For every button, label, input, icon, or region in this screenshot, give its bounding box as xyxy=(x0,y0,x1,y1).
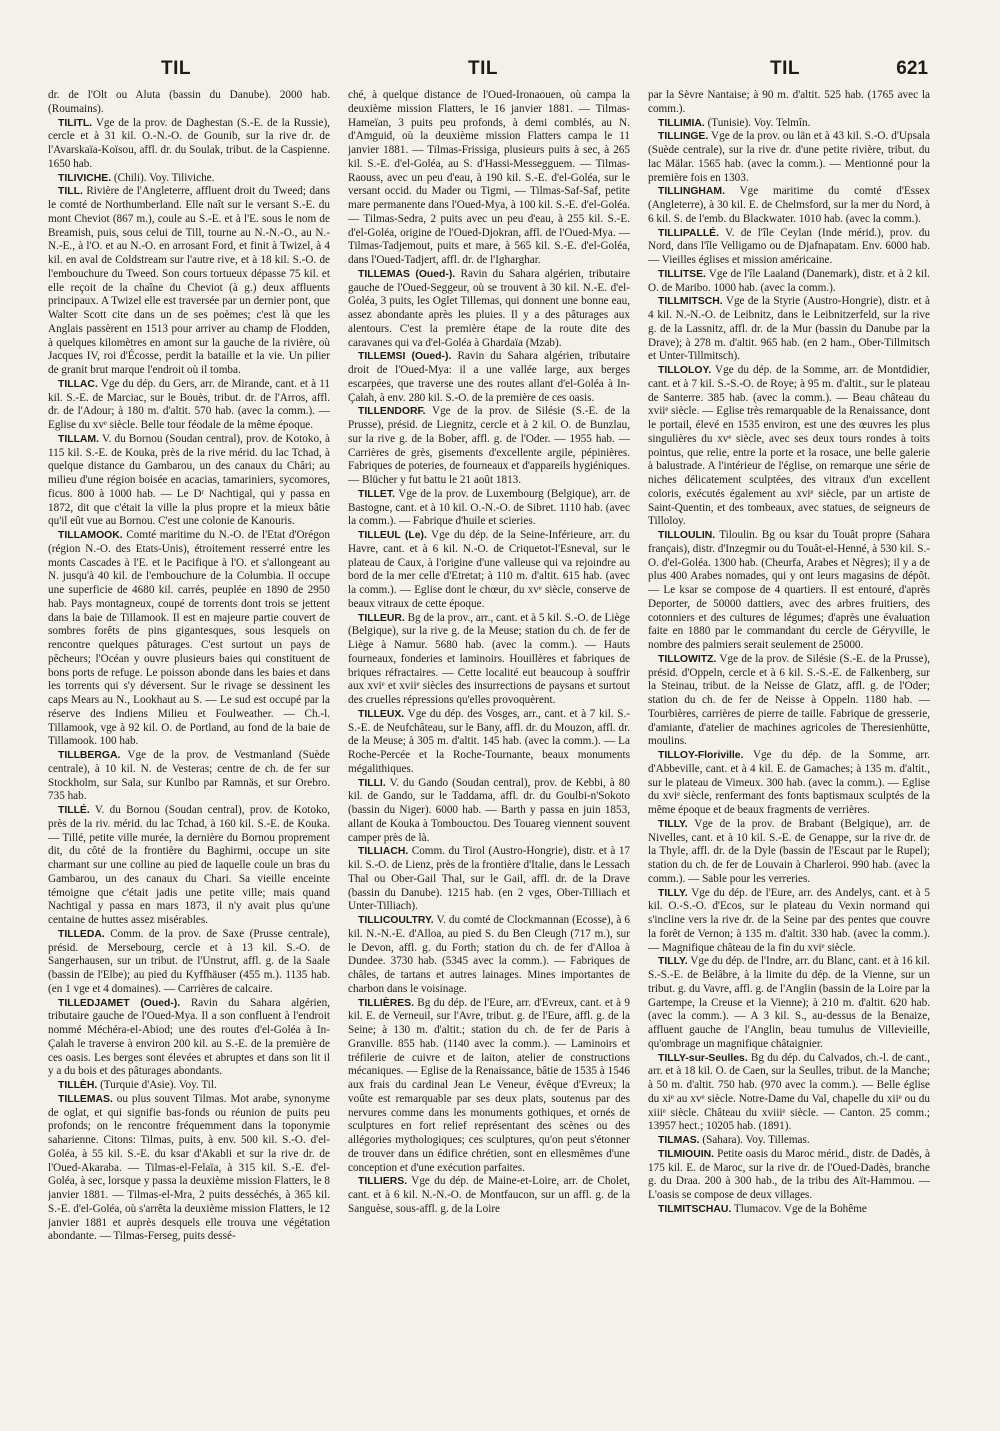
entry-text: Vge de la prov. de Luxembourg (Belgique), arr. de Bastogne, cant. et à 10 kil. O.-N.-O. de Sibret. 1110 hab. (avec la comm.). — Fabrique d'huile et scieries. xyxy=(348,487,630,528)
entry-headword: TILLY . xyxy=(658,819,688,830)
entry-headword: TILLÉ . xyxy=(58,805,90,816)
entry-text: Rivière de l'Angleterre, affluent droit du Tweed; dans le comté de Northumberland. Elle naît sur le versant S.-E. du mont Cheviot (867 m.), coule au S.-E. et à l'E. sous le nom de Breamish, puis, sous celui de Till, tourne au N.-N.-O., au N.-N.-E., à l'O. et au N.-O. en arrosant Ford, et finit à Twizel, à 4 kil. en aval de Coldstream sur l'autre rive, et à 18 kil. S.-O. de l'embouchure du Tweed. Son cours tortueux dépasse 75 kil. et elle reçoit de la chaîne du Cheviot (à g.) deux affluents principaux. A Twizel elle est traversée par un dernier pont, que Walter Scott cite dans un de ses poèmes; c'est là que les Anglais passèrent en 1513 pour arriver au champ de Flodden, à quelques kilomètres en amont sur la gauche de la rivière, où Jacques IV, roi d'Écosse, perdit la bataille et la vie. Un pilier de granit brut marque l'endroit où il tomba. xyxy=(48,185,330,376)
entry-text: V. du Bornou (Soudan central), prov. de Kotoko, près de la riv. mérid. du lac Tchad, à 160 kil. S.-E. de Kouka. — Tillé, petite ville murée, la dernière du Bornou proprement dit, du côté de la frontière du Baghirmi, occupe un site charmant sur une colline au pied de laquelle coule un bras du Gambarou, un des canaux du Chari. Sa vieille enceinte témoigne que c'était jadis une petite ville; mais quand Nachtigal y passa en mars 1873, il n'y avait plus qu'une centaine de huttes assez misérables. xyxy=(48,804,330,926)
entry-text: Vge du dép. de la Somme, arr. d'Abbeville, cant. et à 4 kil. E. de Gamaches; à 135 m. d'altit., sur le plateau de Vimeux. 300 hab. (avec la comm.). — Eglise du xviᵉ siècle, renfermant des fonts baptismaux sculptés de la même époque et de beaux fragments de verrières. xyxy=(648,749,930,816)
dictionary-entry xyxy=(648,529,930,653)
entry-headword: TILLAM . xyxy=(58,434,99,445)
entry-text: ou plus souvent Tilmas. Mot arabe, synonyme de oglat, et qui signifie bas-fonds ou réunion de puits peu profonds; on le rencontre fréquemment dans la toponymie saharienne. Citons: Tilmas, puits, à env. 500 kil. S.-O. d'el-Goléa, à 55 kil. S.-E. du ksar d'Akabli et sur la rive dr. de l'Oued-Akaraba. — Tilmas-el-Felaïa, à 315 kil. S.-E. d'el-Goléa, à sec, lorsque y passa la deuxième mission Flatters, le 8 janvier 1881. — Tilmas-el-Mra, 2 puits desséchés, à 365 kil. S.-E. d'el-Goléa, où s'arrêta la deuxième mission Flatters, le 12 janvier 1881 et auprès desquels elle trouva une végétation abondante. — Tilmas-Ferseg, puits dessé- xyxy=(48,1092,330,1243)
entry-text: Vge du dép. de l'Indre, arr. du Blanc, cant. et à 16 kil. S.-S.-E. de Belâbre, à la limite du dép. de la Vienne, sur un tribut. g. du Vavre, affl. g. de l'Anglin (bassin de la Loire par la Gartempe, la Creuse et la Vienne); à 210 m. d'altit. 620 hab. (avec la comm.). — A 3 kil. S., au-dessus de la Benaize, affluent gauche de l'Anglin, beau tumulus de Villevieille, qu'ombrage un magnifique châtaignier. xyxy=(648,955,930,1050)
dictionary-entry xyxy=(348,914,630,997)
entry-text: Vge de la Styrie (Austro-Hongrie), distr. et à 4 kil. N.-N.-O. de Leibnitz, dans le Leibnitzerfeld, sur la rive g. de la Lassnitz, affl. dr. de la Mur (bassin du Danube par la Drave); à 278 m. d'altit. 965 hab. (en 2 ham., Ober-Tillmitsch et Unter-Tillmitsch). xyxy=(648,295,930,363)
entry-headword: TILLIACH . xyxy=(358,846,408,857)
entry-text: Vge du dép. du Gers, arr. de Mirande, cant. et à 11 kil. S.-E. de Marciac, sur le Bouès, tribut. dr. de l'Arros, affl. dr. de l'Adour; à 180 m. d'altit. 570 hab. (avec la comm.). — Eglise du xvᵉ siècle. Belle tour féodale de la même époque. xyxy=(48,377,330,431)
dictionary-entry xyxy=(648,1134,930,1148)
column-1 xyxy=(48,89,330,1409)
entry-headword: TILLY-sur-Seulles . xyxy=(658,1053,748,1064)
dictionary-entry xyxy=(348,529,630,612)
entry-headword: TILLINGE . xyxy=(658,131,708,142)
entry-text: V. du comté de Clockmannan (Ecosse), à 6 kil. N.-N.-E. d'Alloa, au pied S. du Ben Cleugh (717 m.), sur le Devon, affl. g. du Forth; station du ch. de fer d'Alloa à Dundee. 3730 hab. (5345 avec la comm.). — Fabriques de châles, de tartans et autres lainages. Mines importantes de charbon dans le voisinage. xyxy=(348,914,630,995)
entry-headword: TILLIERS . xyxy=(358,1176,407,1187)
entry-text: Vge maritime du comté d'Essex (Angleterre), à 30 kil. E. de Chelmsford, sur la mer du Nord, à 6 kil. S. de l'emb. du Blackwater. 1010 hab. (avec la comm.). xyxy=(648,185,930,225)
entry-headword: TILLY . xyxy=(658,888,688,899)
entry-headword: TILLITSE . xyxy=(658,269,706,280)
entry-text: Comté maritime du N.-O. de l'Etat d'Orégon (région N.-O. des Etats-Unis), étroitement resserré entre les monts Cascades à l'E. et le Pacifique à l'O. et s'allongeant au N. jusqu'à 40 kil. de l'embouchure de la Columbia. Il occupe une superficie de 4680 kil. carrés, peuplée en 1890 de 2950 hab. Pays montagneux, coupé de torrents dont trois se jettent dans la baie de Tillamook. Il est en majeure partie couvert de sombres forêts de pins gigantesques, sous lesquels on rencontre quelques pâturages. C'est surtout un pays de pêcheurs; l'Océan y ouvre plusieurs baies qui constituent de bons ports de refuge. Le poisson abonde dans les baies et dans les torrents qui s'y déversent. Sur le rivage se dessinent les caps Mears au N., Lookhaut au S. — Le sud est occupé par la réserve des Indiens Milieu et Foulweather. — Ch.-l. Tillamook, vge à 92 kil. O. de Portland, au fond de la baie de Tillamook. 100 hab. xyxy=(48,529,330,748)
entry-text: Petite oasis du Maroc mérid., distr. de Dadès, à 175 kil. E. de Maroc, sur la rive dr. de l'Oued-Dadès, branche g. du Draa. 200 à 300 hab., de la tribu des Aït-Hammou. — L'oasis se compose de deux villages. xyxy=(648,1147,930,1201)
dictionary-entry xyxy=(348,405,630,488)
entry-headword: TILLI . xyxy=(358,778,386,789)
column-3 xyxy=(648,89,930,1409)
entry-headword: TILMITSCHAU . xyxy=(658,1204,731,1215)
entry-headword: TILLIPALLÉ . xyxy=(658,228,719,239)
page-number: 621 xyxy=(896,58,928,79)
entry-headword: TILLEMSI (Oued-) . xyxy=(358,351,451,362)
entry-text: Ravin du Sahara algérien, tributaire gauche de l'Oued-Seggeur, où se trouvent à 30 kil. N.-E. d'el-Goléa, 3 puits, les Oglet Tillemas, qui donnent une bonne eau, assez abondante après les pluies. Il y a des pâturages aux alentours. C'est la première étape de la route dite des caravanes qui va d'el-Goléa à Ghardaïa (Mzab). xyxy=(348,267,630,349)
entry-headword: TILLEUX . xyxy=(358,709,404,720)
entry-headword: TILLEMAS . xyxy=(58,1094,113,1105)
entry-text: Bg du dép. du Calvados, ch.-l. de cant., arr. et à 18 kil. O. de Caen, sur la Seulles, tribut. de la Manche; à 50 m. d'altit. 750 hab. (970 avec la comm.). — Belle église du xiᵉ au xvᵉ siècle. Notre-Dame du Val, chapelle du xiiᵉ ou du xiiiᵉ siècle. Château du xviiiᵉ siècle. — Canton. 25 comm.; 13957 hect.; 10205 hab. (1891). xyxy=(648,1051,930,1133)
entry-headword: TILLEUL (Le) . xyxy=(358,530,427,541)
dictionary-entry xyxy=(648,1203,930,1217)
entry-headword: TILIVICHE . xyxy=(58,173,111,184)
dictionary-entry xyxy=(648,185,930,226)
entry-headword: TILLOY-Floriville . xyxy=(658,750,743,761)
entry-headword: TILL . xyxy=(58,186,83,197)
entry-text: Comm. de la prov. de Saxe (Prusse centrale), présid. de Mersebourg, cercle et à 13 kil. S.-O. de Sangerhausen, sur un tribut. de l'Unstrut, affl. g. de la Saale (bassin de l'Elbe); au pied du Kyffhäuser (455 m.). 1135 hab. (en 1 vge et 4 domaines). — Carrières de calcaire. xyxy=(48,927,330,995)
dictionary-entry xyxy=(48,185,330,378)
header-left: TIL xyxy=(161,58,191,79)
dictionary-entry xyxy=(348,612,630,708)
entry-headword: TILLICOULTRY . xyxy=(358,915,434,926)
dictionary-entry xyxy=(48,172,330,186)
dictionary-entry xyxy=(348,708,630,777)
dictionary-entry xyxy=(648,955,930,1051)
entry-text: Comm. du Tirol (Austro-Hongrie), distr. et à 17 kil. S.-O. de Lienz, près de la frontière d'Italie, dans le Lessach Thal ou Ober-Gail Thal, sur le Gail, affl. dr. de la Drave (bassin du Danube). 1215 hab. (en 2 vges, Ober-Tilliach et Unter-Tilliach). xyxy=(348,845,630,913)
dictionary-entry xyxy=(648,364,930,529)
entry-text: Vge du dép. de Maine-et-Loire, arr. de Cholet, cant. et à 6 kil. N.-N.-O. de Montfaucon, sur un affl. g. de la Sanguèse, sous-affl. g. de la Loire xyxy=(348,1175,630,1215)
entry-text: Bg du dép. de l'Eure, arr. d'Evreux, cant. et à 9 kil. E. de Verneuil, sur l'Avre, tribut. g. de l'Eure, affl. g. de la Seine; à 130 m. d'altit.; station du ch. de fer de Paris à Granville. 855 hab. (1140 avec la comm.). — Laminoirs et tréfilerie de cuivre et de laiton, atelier de constructions mécaniques. — Eglise de la Renaissance, bâtie de 1535 à 1546 aux frais du cardinal Jean Le Veneur, évêque d'Evreux; la voûte est remarquable par ses deux plats, soutenus par des nervures comme dans les monuments gothiques, et ornés de sculptures en fort relief représentant des scènes ou des allégories mythologiques; ces sculptures, qu'on peut s'étonner de trouver dans un édifice chrétien, sont en ellesmêmes d'une conception et d'une exécution parfaites. xyxy=(348,996,630,1174)
entry-headword: TILLENDORF . xyxy=(358,406,426,417)
text-columns xyxy=(48,89,930,1409)
entry-headword: TILLEDA . xyxy=(58,929,105,940)
entry-headword: TILLINGHAM . xyxy=(658,186,725,197)
column-2 xyxy=(348,89,630,1409)
entry-headword: TILLAMOOK . xyxy=(58,530,123,541)
entry-text: Vge de la prov. de Vestmanland (Suède centrale), à 10 kil. N. de Vesteras; centre de ch. de fer sur Stockholm, sur Sala, sur Kunlbo par Ramnäs, et sur Orebro. 735 hab. xyxy=(48,749,330,803)
dictionary-entry xyxy=(348,777,630,846)
dictionary-entry xyxy=(648,117,930,131)
dictionary-entry xyxy=(648,818,930,887)
entry-text: Vge de la prov. de Daghestan (S.-E. de la Russie), cercle et à 31 kil. O.-N.-O. de Gounib, sur la rive dr. de l'Avarskaïa-Koïsou, affl. dr. du Soulak, tribut. de la Caspienne. 1650 hab. xyxy=(48,116,330,170)
entry-text: Vge de la prov. ou län et à 43 kil. S.-O. d'Upsala (Suède centrale), sur la rive dr. d'une petite rivière, tribut. du lac Mälar. 1565 hab. (avec la comm.). — Mentionné pour la première fois en 1303. xyxy=(648,130,930,184)
entry-text: Vge du dép. de la Somme, arr. de Montdidier, cant. et à 7 kil. S.-S.-O. de Roye; à 95 m. d'altit., sur le plateau de Santerre. 385 hab. (avec la comm.). — Beau château du xviiᵉ siècle. — Eglise très remarquable de la Renaissance, dont le portail, élevé en 1535 environ, est une des œuvres les plus singulières du xvᵉ siècle, avec ses deux tours rondes à toits pointus, que relie, entre la porte et la rosace, une belle galerie à balustrade. A l'intérieur de l'église, on remarque une série de niches délicatement sculptées, des vitraux d'un excellent coloris, exécutés également au xviᵉ siècle, par un artiste de Saint-Quentin, et des tombeaux, avec statues, de seigneurs de Tilloloy. xyxy=(648,364,930,528)
dictionary-entry xyxy=(48,997,330,1080)
dictionary-entry xyxy=(648,268,930,296)
dictionary-entry xyxy=(48,749,330,804)
entry-headword: TILLY . xyxy=(658,956,688,967)
entry-headword: TILLOWITZ . xyxy=(658,654,716,665)
entry-headword: TILLOLOY . xyxy=(658,365,711,376)
header-right: TIL xyxy=(770,58,800,79)
entry-text: Vge de la prov. de Silésie (S.-E. de la Prusse), présid. de Liegnitz, cercle et à 2 kil. O. de Bunzlau, sur la rive g. de la Bober, affl. g. de l'Oder. — 1955 hab. — Carrières de grès, gisements d'excellente argile, pépinières. Fabriques de poteries, de fourneaux et d'appareils hygiéniques. — Blücher y fut battu le 21 août 1813. xyxy=(348,405,630,486)
entry-text: Vge de la prov. de Brabant (Belgique), arr. de Nivelles, cant. et à 10 kil. S.-E. de Genappe, sur la rive dr. de la Thyle, affl. dr. de la Dyle (bassin de l'Escaut par le Rupel); station du ch. de fer de Louvain à Charleroi. 990 hab. (avec la comm.). — Sable pour les verreries. xyxy=(648,817,930,885)
entry-text: (Turquie d'Asie). Voy. Til. xyxy=(100,1079,217,1091)
entry-headword: TILLMITSCH . xyxy=(658,296,723,307)
dictionary-entry xyxy=(648,295,930,364)
dictionary-entry xyxy=(348,1175,630,1216)
entry-headword: TILLEDJAMET (Oued-) . xyxy=(58,998,180,1009)
entry-headword: TILMIOUIN . xyxy=(658,1149,714,1160)
dictionary-entry xyxy=(48,117,330,172)
entry-headword: TILLIMIA . xyxy=(658,118,705,129)
dictionary-entry xyxy=(48,378,330,433)
entry-text: V. du Gando (Soudan central), prov. de Kebbi, à 80 kil. de Gando, sur le Taddama, affl. dr. du Goulbi-n'Sokoto (bassin du Niger). 6000 hab. — Barth y passa en juin 1853, allant de Kouka à Tombouctou. Des Touareg viennent souvent camper près de là. xyxy=(348,776,630,844)
dictionary-entry xyxy=(348,997,630,1176)
entry-headword: TILMAS . xyxy=(658,1135,700,1146)
entry-text: Vge du dép. de l'Eure, arr. des Andelys, cant. et à 5 kil. O.-S.-O. d'Ecos, sur le plateau du Vexin normand qui s'incline vers la rive dr. de la Seine par des pentes que couvre la forêt de Vernon; à 135 m. d'altit. 330 hab. (avec la comm.). — Magnifique château de la fin du xviᵉ siècle. xyxy=(648,886,930,954)
entry-headword: TILLET . xyxy=(358,489,395,500)
entry-text: Vge du dép. de la Seine-Inférieure, arr. du Havre, cant. et à 6 kil. N.-O. de Criquetot-l'Esneval, sur le plateau de Caux, à l'origine d'une valleuse qui va rejoindre au bord de la mer celle d'Etretat; à 110 m. d'altit. 615 hab. (avec la comm.). — Eglise dont le chœur, du xvᵉ siècle, conserve de beaux vitraux de cette époque. xyxy=(348,529,630,610)
dictionary-entry xyxy=(48,529,330,749)
entry-headword: TILLIÈRES . xyxy=(358,998,414,1009)
entry-text: Tlumacov. Vge de la Bohême xyxy=(733,1202,867,1215)
dictionary-entry xyxy=(48,433,330,529)
dictionary-entry xyxy=(648,1052,930,1135)
entry-text: Tiloulin. Bg ou ksar du Touât propre (Sahara français), distr. d'Inzegmir ou du Touât-el-Henné, à 530 kil. S.-O. d'el-Goléa. 1300 hab. (Cheurfa, Arabes et Nègres); il y a de plus 400 Arabes nomades, qui y ont leurs magasins de dépôt. — Le ksar se compose de 4 quartiers. Il est entouré, d'après Deporter, de 50000 dattiers, avec des arbres fruitiers, des cotonniers et des cultures de légumes; d'après une évaluation faite en 1880 par le commandant du cercle de Géryville, le nombre des palmiers serait seulement de 25000. xyxy=(648,529,930,651)
entry-text: Vge de la prov. de Silésie (S.-E. de la Prusse), présid. d'Oppeln, cercle et à 6 kil. S.-S.-E. de Falkenberg, sur la Steinau, tribut. de la Neisse de Glatz, affl. g. de l'Oder; station du ch. de fer de Neisse à Oppeln. 1180 hab. — Tourbières, carrières de pierre de taille. Fabrique de gresserie, d'amiante, d'atelier de machines agricoles de Theresienhütte, moulins. xyxy=(648,652,930,748)
entry-headword: TILLEUR . xyxy=(358,613,405,624)
dictionary-entry xyxy=(48,928,330,997)
entry-text: Vge du dép. des Vosges, arr., cant. et à 7 kil. S.-S.-E. de Neufchâteau, sur le Bany, affl. dr. du Mouzon, affl. dr. de la Meuse; à 305 m. d'altit. 145 hab. (avec la comm.). — La Roche-Percée et la Roche-Tournante, beaux monuments mégalithiques. xyxy=(348,707,630,775)
entry-headword: TILLEMAS (Oued-) . xyxy=(358,269,455,280)
continued-text: ché, à quelque distance de l'Oued-Ironaouen, où campa la deuxième mission Flatters, le 16 janvier 1881. — Tilmas-Hameïan, 3 puits peu profonds, à demi comblés, au N. d'Amguid, où la deuxième mission Flatters campa le 11 janvier 1881. — Tilmas-Frissiga, plusieurs puits à sec, à 265 kil. S.-E. d'el-Goléa, au S. d'Hassi-Messegguem. — Tilmas-Raouss, avec un peu d'eau, à 190 kil. S.-E. d'el-Goléa, sur le versant occid. du Mader ou Tigmi, — Tilmas-Saf-Saf, petite mare permanente dans l'Oued-Mya, à 100 kil. S.-E. d'el-Goléa. — Tilmas-Sedra, 2 puits avec un peu d'eau, à 255 kil. S.-E. d'el-Goléa, origine de l'Oued-Djokran, affl. de l'Oued-Mya. — Tilmas-Tadjemout, puits et mare, à 565 kil. S.-E. d'el-Goléa, dans l'Oued-Tadjert, affl. dr. de l'Igharghar. xyxy=(348,89,630,266)
continued-text: par la Sèvre Nantaise; à 90 m. d'altit. 525 hab. (1765 avec la comm.). xyxy=(648,89,930,115)
entry-headword: TILITL . xyxy=(58,118,92,129)
dictionary-entry xyxy=(648,887,930,956)
dictionary-entry xyxy=(348,350,630,405)
dictionary-entry xyxy=(48,1079,330,1093)
entry-headword: TILLÈH . xyxy=(58,1080,97,1091)
dictionary-entry xyxy=(648,130,930,185)
entry-text: Vge de l'île Laaland (Danemark), distr. et à 2 kil. O. de Maribo. 1000 hab. (avec la comm.). xyxy=(648,267,930,294)
dictionary-entry xyxy=(648,227,930,268)
dictionary-entry xyxy=(648,653,930,749)
entry-text: Ravin du Sahara algérien, tributaire droit de l'Oued-Mya: il a une vallée large, aux berges escarpées, que traverse une des routes allant d'el-Goléa à In-Çalah, à env. 280 kil. S.-O. de la première de ces oasis. xyxy=(348,350,630,404)
dictionary-entry xyxy=(48,1093,330,1244)
entry-headword: TILLOULIN . xyxy=(658,530,715,541)
running-header xyxy=(48,58,928,88)
continued-text: dr. de l'Olt ou Aluta (bassin du Danube). 2000 hab. (Roumains). xyxy=(48,89,330,115)
dictionary-entry xyxy=(348,488,630,529)
dictionary-entry xyxy=(348,845,630,914)
dictionary-entry xyxy=(348,268,630,351)
dictionary-entry xyxy=(648,1148,930,1203)
entry-text: (Sahara). Voy. Tillemas. xyxy=(702,1134,810,1146)
dictionary-entry xyxy=(48,804,330,928)
entry-headword: TILLAC . xyxy=(58,379,98,390)
entry-text: V. de l'île Ceylan (Inde mérid.), prov. du Nord, dans l'île Velligamo ou de Djafnapatam. Env. 6000 hab. — Vieilles églises et mission américaine. xyxy=(648,226,930,266)
header-center: TIL xyxy=(468,58,498,79)
dictionary-entry xyxy=(648,749,930,818)
entry-text: (Chili). Voy. Tiliviche. xyxy=(113,171,215,184)
entry-headword: TILLBERGA . xyxy=(58,750,120,761)
entry-text: Bg de la prov., arr., cant. et à 5 kil. S.-O. de Liège (Belgique), sur la rive g. de la Meuse; station du ch. de fer de Liège à Namur. 5680 hab. (avec la comm.). — Hauts fourneaux, fonderies et laminoirs. Houillères et fabriques de briques réfractaires. — Cette localité eut beaucoup à souffrir aux xviᵉ et xviiᵉ siècles des insurrections de paysans et surtout des cruelles répressions qu'elles provoquèrent. xyxy=(348,611,630,706)
entry-text: (Tunisie). Voy. Telmîn. xyxy=(707,116,811,129)
entry-text: Ravin du Sahara algérien, tributaire gauche de l'Oued-Mya. Il a son confluent à l'endroit nommé Méchéra-el-Abiod; une des routes d'el-Goléa à In-Çalah le traverse à environ 200 kil. au S.-E. de la première de ces oasis. Les berges sont élevées et abruptes et dans son lit il y a du bois et des pâturages abondants. xyxy=(48,996,330,1078)
entry-text: V. du Bornou (Soudan central), prov. de Kotoko, à 115 kil. S.-E. de Kouka, près de la rive mérid. du lac Tchad, à quelque distance du Gambarou, un des canaux du Châri; au milieu d'une région boisée en acacias, tamariniers, sycomores, ficus. 800 à 1000 hab. — Le Dʳ Nachtigal, qui y passa en 1872, dit que c'était la ville la plus propre et la mieux bâtie qu'il eût vue au Bornou. C'est une colonie de Kanouris. xyxy=(48,432,330,528)
